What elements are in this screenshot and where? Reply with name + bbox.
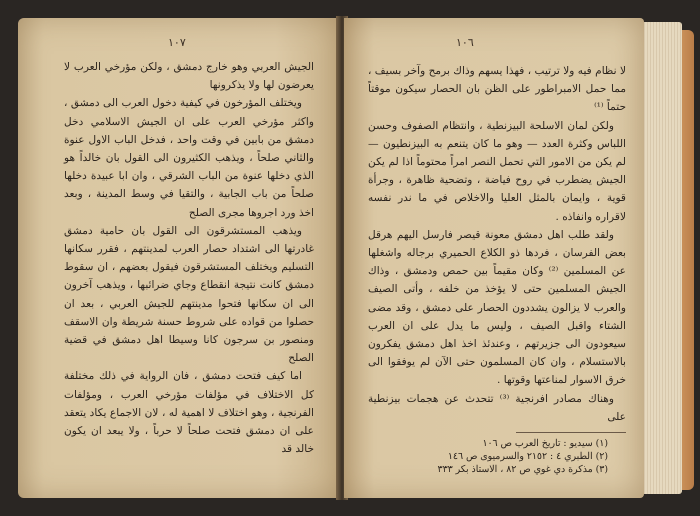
footnote: (١) سيديو : تاريخ العرب ص ١٠٦ (482, 438, 608, 450)
open-book (14, 10, 688, 510)
page-number: ١٠٦ (456, 36, 474, 49)
left-page (18, 18, 340, 498)
paragraph: ولقد طلب اهل دمشق معونة قيصر فارسل اليهم هرقل بعض الفرسان ، فردها ذو الكلاع الحميري برجاله واشغلها عن المسلمين ⁽²⁾ وكان مقيماً بين حمص ودمشق ، وذاك الجيش المسلمين حتى لا يؤخذ من خلفه ، وأتى الصيف والعرب لا يزالون يشددون الحصار على دمشق ، وقد مضى الشتاء واقبل الصيف ، وليس ما يدل على ان العرب سيعودون الى جزيرتهم ، وعندئذ اخذ اهل دمشق يفكرون بالاستسلام ، وان كان المسلمون حتى الآن لم يوفقوا الى خرق الاسوار لمناعتها وقوتها . (368, 228, 626, 387)
footnote: (٢) الطبري ٤ : ٢١٥٢ والسرميوى ص ١٤٦ (447, 451, 608, 463)
paragraph: الجيش العربي وهو خارج دمشق ، ولكن مؤرخي العرب لا يعرضون لها ولا يذكرونها (64, 61, 314, 92)
paragraph: وهناك مصادر افرنجية ⁽³⁾ تتحدث عن هجمات بيزنطية على (368, 392, 626, 423)
paragraph: لا نظام فيه ولا ترتيب ، فهذا يسهم وذاك برمح وآخر بسيف ، مما حمل الامبراطور على الظن بان الحصار سيكون موقتاً حتماً ⁽¹⁾ (368, 65, 626, 114)
paragraph: ويختلف المؤرخون في كيفية دخول العرب الى دمشق ، واكثر مؤرخي العرب على ان الجيش الاسلامي دخل دمشق من بابين في وقت واحد ، فدخل الباب الاول عنوة والثاني صلحاً ، ويذهب الكثيرون الى القول بان خالداً هو الذي دخلها عنوة من الباب الشرقي ، وان ابا عبيدة دخلها صلحاً من باب الجابية ، والتقيا في وسط المدينة ، وبعد اخذ ورد اجروها مجرى الصلح (64, 97, 314, 219)
paragraph: ويذهب المستشرقون الى القول بان حامية دمشق غادرتها الى اشتداد حصار العرب لمدينتهم ، فقرر سكانها التسليم ويختلف المستشرقون فيقول بعضهم ، ان سقوط دمشق كانت نتيجة انقطاع وجاي ضرائبها ، ويذهب آخرون الى ان سكانها فتحوا مدينتهم للجيش العربي ، بعد ان حصلوا من قواده على شروط حسنة شريطة وان الاسقف ومنصور بن سرجون كانا وسيطا اهل دمشق في قضية الصلح (64, 224, 314, 365)
paragraph: ولكن لمان الاسلحة البيزنطية ، وانتظام الصفوف وحسن اللباس وكثرة العدد — وهو ما كان يتنعم به البيزنطيون — لم يكن من الامور التي تحمل النصر امراً محتوماً اذا لم يكن الجيش يضطرب في روح فياضة ، وتضحية ظاهرة ، وجرأة قوية ، وايمان بالمثل العليا والاخلاص في ما ندر نفسه لاقراره وانفاذه . (368, 119, 626, 223)
footnote-separator (516, 432, 626, 433)
page-number: ١٠٧ (168, 36, 186, 49)
footnote: (٣) مذكرة دي غوي ص ٨٢ ، الاستاذ بكر ٣٣٣ (437, 464, 608, 476)
paragraph: اما كيف فتحت دمشق ، فان الرواية في ذلك مختلفة كل الاختلاف في مؤلفات مؤرخي العرب ، ومؤلفات الفرنجية ، وهو اختلاف لا اهمية له ، لان الاجماع يكاد يتعقد على ان دمشق فتحت صلحاً لا حرباً ، ولا يبعد ان يكون خالد قد (64, 370, 314, 456)
page-body (64, 58, 314, 458)
right-page (344, 18, 644, 498)
page-edges (642, 22, 682, 494)
page-body (368, 62, 626, 476)
